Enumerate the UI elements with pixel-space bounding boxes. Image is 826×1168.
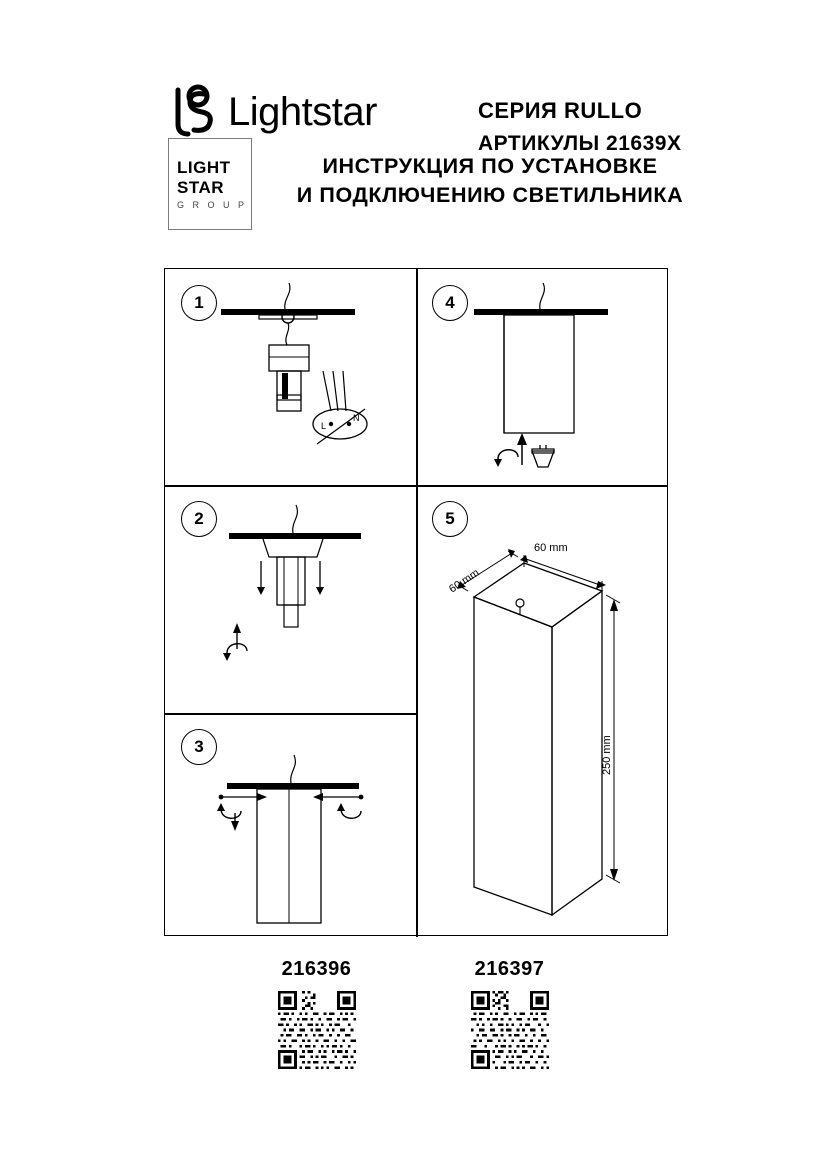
step-5-illustration (416, 485, 667, 935)
lightstar-ls-monogram-icon (168, 84, 220, 140)
dimension-height-label: 250 mm (601, 735, 613, 775)
terminal-label-l: L (321, 421, 327, 431)
instruction-line-2: И ПОДКЛЮЧЕНИЮ СВЕТИЛЬНИКА (296, 183, 684, 208)
qr-code-216397[interactable] (471, 991, 549, 1069)
lightstar-group-logo (168, 138, 252, 230)
instruction-heading (290, 152, 690, 210)
series-title: СЕРИЯ RULLO (478, 98, 643, 123)
page-header (0, 40, 826, 155)
step-1-badge: 1 (181, 285, 217, 321)
step-4-illustration (416, 269, 667, 485)
code-item (249, 958, 384, 1074)
step-2-illustration (165, 485, 416, 713)
dimension-depth-label: 60 mm (446, 566, 482, 596)
step-4-badge: 4 (432, 285, 468, 321)
title-row (0, 138, 826, 238)
step-3-illustration (165, 713, 416, 935)
group-logo-line2: STAR (177, 177, 225, 197)
product-codes (0, 958, 826, 1074)
instruction-line-1: ИНСТРУКЦИЯ ПО УСТАНОВКЕ (322, 154, 658, 178)
installation-diagram-panel (164, 268, 668, 936)
step-3-badge: 3 (181, 729, 217, 765)
step-1-illustration (165, 269, 416, 485)
step-2-badge: 2 (181, 501, 217, 537)
code-item (442, 958, 577, 1074)
brand-lockup (168, 84, 377, 140)
product-code-number: 216396 (281, 958, 352, 980)
product-code-number: 216397 (474, 958, 545, 980)
step-5-badge: 5 (432, 501, 468, 537)
terminal-label-n: N (353, 413, 360, 423)
brand-name: Lightstar (228, 90, 377, 134)
group-logo-line1: LIGHT (177, 158, 231, 178)
dimension-width-label: 60 mm (534, 542, 568, 554)
step-3-cell (165, 713, 416, 935)
step-5-cell (416, 485, 667, 935)
qr-code-216396[interactable] (278, 991, 356, 1069)
step-1-cell (165, 269, 416, 485)
group-logo-line3: G R O U P (177, 199, 248, 210)
step-2-cell (165, 485, 416, 713)
series-article: АРТИКУЛЫ 21639X (478, 132, 682, 155)
step-4-cell (416, 269, 667, 485)
